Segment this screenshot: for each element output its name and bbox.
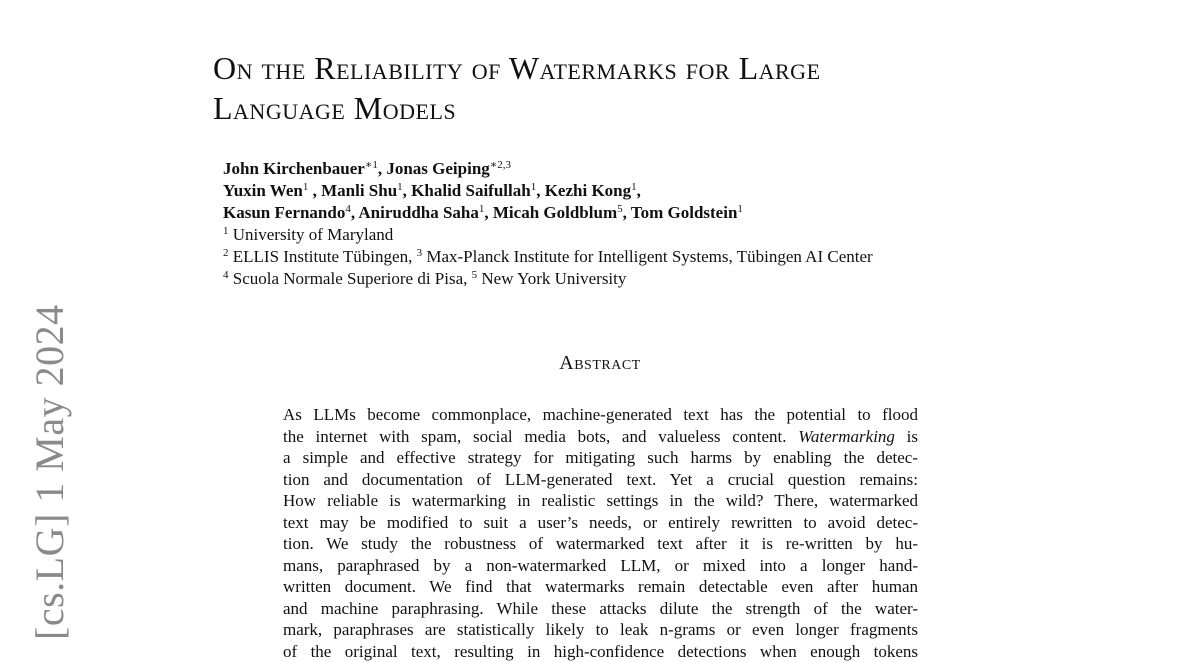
- author-separator: ,: [403, 181, 412, 200]
- author-affiliation-marker: 1: [631, 181, 637, 193]
- author-separator: ,: [378, 159, 387, 178]
- abstract-line: [283, 469, 918, 491]
- abstract-text: tion. We study the robustness of watermarked text after it is re-written by hu-: [283, 534, 918, 553]
- author-row-1: [223, 158, 873, 180]
- abstract-body: [283, 404, 918, 662]
- abstract-text: written document. We find that watermarks remain detectable even after human: [283, 577, 918, 596]
- affiliation-marker: 4: [223, 269, 229, 281]
- author-name: Micah Goldblum: [493, 203, 617, 222]
- abstract-line-text: [283, 469, 918, 491]
- abstract-line-text: [283, 641, 918, 662]
- affiliation-text: ELLIS Institute Tübingen,: [229, 247, 417, 266]
- author-separator: ,: [536, 181, 545, 200]
- abstract-text: tion and documentation of LLM-generated text. Yet a crucial question remains:: [283, 470, 918, 489]
- author-separator: ,: [308, 181, 321, 200]
- abstract-line-text: [283, 490, 918, 512]
- abstract-text: mark, paraphrases are statistically likely to leak n-grams or even longer fragments: [283, 620, 918, 639]
- author-separator: ,: [623, 203, 631, 222]
- abstract-line: [283, 555, 918, 577]
- title-line-2: Language Models: [213, 88, 1113, 128]
- author-affiliation-marker: 1: [531, 181, 537, 193]
- abstract-line-text: [283, 619, 918, 641]
- author-affiliation-marker: 1: [397, 181, 403, 193]
- author-affiliation-marker: ∗1: [365, 159, 378, 171]
- abstract-line-text: [283, 555, 918, 577]
- author-name: John Kirchenbauer: [223, 159, 365, 178]
- abstract-text: is: [895, 427, 918, 446]
- author-affiliation-marker: 1: [737, 203, 743, 215]
- abstract-line: [283, 512, 918, 534]
- abstract-line: [283, 404, 918, 426]
- author-block: [223, 158, 873, 290]
- affiliation-marker: 1: [223, 225, 229, 237]
- abstract-line: [283, 598, 918, 620]
- abstract-line-text: [283, 447, 918, 469]
- abstract-text: of the original text, resulting in high-confidence detections when enough tokens: [283, 642, 918, 661]
- author-name: Kasun Fernando: [223, 203, 345, 222]
- author-name: Manli Shu: [321, 181, 397, 200]
- abstract-line: [283, 533, 918, 555]
- abstract-line-text: [283, 576, 918, 598]
- abstract-line-text: [283, 404, 918, 426]
- author-separator: ,: [484, 203, 493, 222]
- author-affiliation-marker: 5: [617, 203, 623, 215]
- affiliation-line-3: [223, 268, 873, 290]
- abstract-text: How reliable is watermarking in realistic settings in the wild? There, watermarked: [283, 491, 918, 510]
- abstract-text: the internet with spam, social media bots, and valueless content.: [283, 427, 798, 446]
- abstract-line: [283, 490, 918, 512]
- abstract-text: and machine paraphrasing. While these attacks dilute the strength of the water-: [283, 599, 918, 618]
- author-separator: ,: [637, 181, 641, 200]
- abstract-line: [283, 576, 918, 598]
- affiliation-marker: 3: [417, 247, 423, 259]
- author-affiliation-marker: ∗2,3: [490, 159, 511, 171]
- abstract-line: [283, 426, 918, 448]
- abstract-text: a simple and effective strategy for mitigating such harms by enabling the detec-: [283, 448, 918, 467]
- abstract-line-text: [283, 426, 918, 448]
- author-name: Aniruddha Saha: [358, 203, 478, 222]
- author-affiliation-marker: 1: [303, 181, 309, 193]
- paper-title: [213, 48, 1113, 128]
- affiliation-line-2: [223, 246, 873, 268]
- affiliation-text: University of Maryland: [229, 225, 394, 244]
- author-name: Tom Goldstein: [631, 203, 738, 222]
- abstract-text: As LLMs become commonplace, machine-generated text has the potential to flood: [283, 405, 918, 424]
- author-separator: ,: [351, 203, 359, 222]
- author-row-3: [223, 202, 873, 224]
- affiliation-text: Scuola Normale Superiore di Pisa,: [229, 269, 472, 288]
- affiliation-text: New York University: [477, 269, 626, 288]
- abstract-text: mans, paraphrased by a non-watermarked LLM, or mixed into a longer hand-: [283, 556, 918, 575]
- author-name: Yuxin Wen: [223, 181, 303, 200]
- abstract-heading: Abstract: [0, 352, 1200, 375]
- author-name: Kezhi Kong: [545, 181, 631, 200]
- abstract-line: [283, 641, 918, 662]
- author-name: Jonas Geiping: [386, 159, 489, 178]
- arxiv-sidebar-stamp: [cs.LG] 1 May 2024: [26, 304, 73, 640]
- author-affiliation-marker: 4: [345, 203, 351, 215]
- author-row-2: [223, 180, 873, 202]
- abstract-line-text: [283, 533, 918, 555]
- abstract-line-text: [283, 512, 918, 534]
- abstract-line: [283, 619, 918, 641]
- abstract-line-text: [283, 598, 918, 620]
- author-affiliation-marker: 1: [479, 203, 485, 215]
- affiliation-text: Max-Planck Institute for Intelligent Systems, Tübingen AI Center: [422, 247, 873, 266]
- title-line-1: On the Reliability of Watermarks for Large: [213, 48, 1113, 88]
- abstract-line: [283, 447, 918, 469]
- abstract-emphasis: Watermarking: [798, 427, 895, 446]
- abstract-text: text may be modified to suit a user’s needs, or entirely rewritten to avoid detec-: [283, 513, 918, 532]
- affiliation-marker: 5: [472, 269, 478, 281]
- affiliation-line-1: [223, 224, 873, 246]
- author-name: Khalid Saifullah: [411, 181, 531, 200]
- affiliation-marker: 2: [223, 247, 229, 259]
